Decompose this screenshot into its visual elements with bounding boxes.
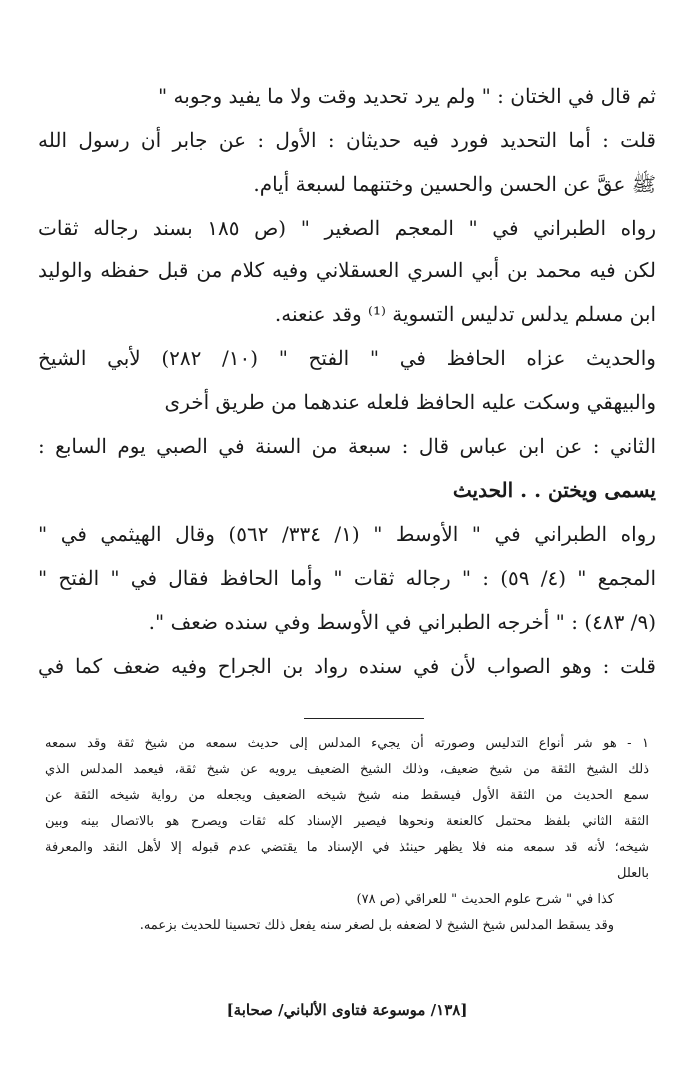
footnote-line: كذا في " شرح علوم الحديث " للعراقي (ص ٧٨)	[356, 892, 614, 907]
footnote-divider	[304, 718, 424, 719]
footnote-line: ١ - هو شر أنواع التدليس وصورته أن يجيء المدلس إلى حديث سمعه من شيخ ثقة وقد سمعه	[45, 736, 649, 751]
footnote-line: ذلك الشيخ الثقة من شيخ ضعيف، وذلك الشيخ الضعيف يرويه عن شيخ ثقة، فيعمد المدلس الذي	[45, 762, 649, 777]
body-line: المجمع " (٤/ ٥٩) : " رجاله ثقات " وأما الحافظ فقال في " الفتح "	[38, 566, 656, 590]
body-line: رواه الطبراني في " المعجم الصغير " (ص ١٨٥ بسند رجاله ثقات	[38, 216, 656, 240]
body-line: رواه الطبراني في " الأوسط " (١/ ٣٣٤/ ٥٦٢) وقال الهيثمي في "	[38, 522, 656, 546]
footnote-line: وقد يسقط المدلس شيخ الشيخ لا لضعفه بل لصغر سنه يفعل ذلك تحسينا للحديث بزعمه.	[139, 918, 614, 933]
footnote-line: سمع الحديث من الثقة الأول فيسقط منه شيخ شيخه الضعيف ويجعله من رواية شيخه الثقة عن	[45, 788, 649, 803]
body-line: قلت : وهو الصواب لأن في سنده رواد بن الجراح وفيه ضعف كما في	[38, 654, 656, 678]
body-line: قلت : أما التحديد فورد فيه حديثان : الأول : عن جابر أن رسول الله	[38, 128, 656, 152]
body-line: الثاني : عن ابن عباس قال : سبعة من السنة في الصبي يوم السابع :	[38, 434, 656, 458]
body-line: ثم قال في الختان : " ولم يرد تحديد وقت ولا ما يفيد وجوبه "	[157, 84, 656, 108]
footnote-line: شيخه؛ لأنه قد سمعه منه فلا يظهر حينئذ في الإسناد ما يقتضي عدم قبوله إلا لأهل النقد والمعرفة	[45, 840, 649, 855]
body-line: ﷺ عقَّ عن الحسن والحسين وختنهما لسبعة أيام.	[253, 172, 656, 196]
footnote-line: الثقة الثاني بلفظ محتمل كالعنعة ونحوها فيصير الإسناد كله ثقات ويصرح هو بالاتصال بينه وبين	[45, 814, 649, 829]
body-line: والبيهقي وسكت عليه الحافظ فلعله عندهما من طريق أخرى	[164, 390, 656, 414]
body-line: (٩/ ٤٨٣) : " أخرجه الطبراني في الأوسط وفي سنده ضعف ".	[148, 610, 656, 634]
body-line: والحديث عزاه الحافظ في " الفتح " (١٠/ ٢٨٢) لأبي الشيخ	[38, 346, 656, 370]
body-line: ابن مسلم يدلس تدليس التسوية ⁽¹⁾ وقد عنعنه.	[274, 302, 656, 326]
page-footer: [١٣٨/ موسوعة فتاوى الألباني/ صحابة]	[226, 1001, 468, 1019]
footnote-line: بالعلل	[617, 866, 649, 881]
body-line: يسمى ويختن . . الحديث	[452, 478, 656, 502]
body-line: لكن فيه محمد بن أبي السري العسقلاني وفيه كلام من قبل حفظه والوليد	[38, 258, 656, 282]
